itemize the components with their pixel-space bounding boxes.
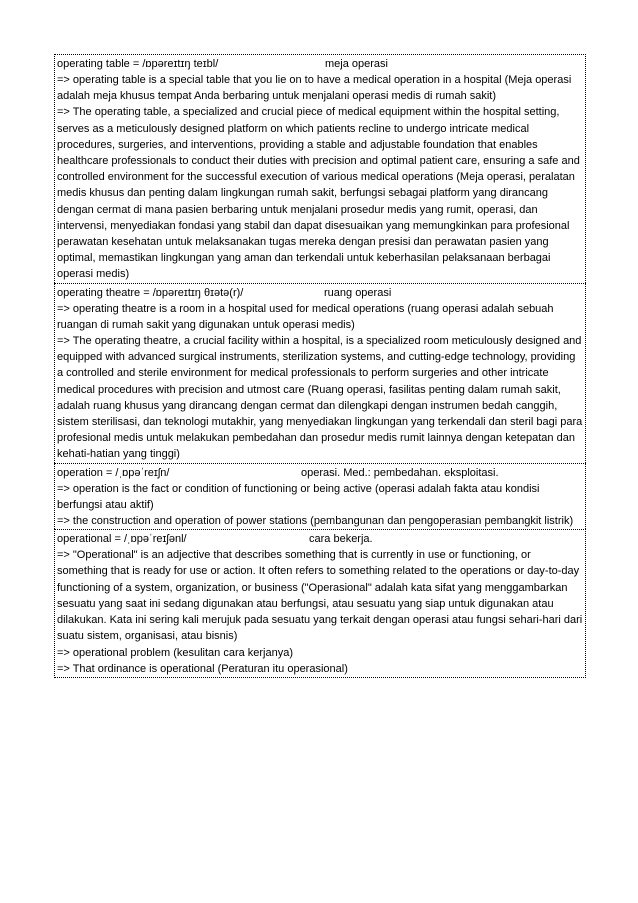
entry-term: operation = /ˌɒpəˈreɪʃn/ — [57, 466, 170, 479]
entry-heading — [57, 56, 583, 72]
dictionary-entry — [54, 283, 586, 463]
entry-term: operating table = /ɒpəreɪtɪŋ teɪbl/ — [57, 58, 219, 70]
entry-meaning: operasi. Med.: pembedahan. eksploitasi. — [301, 466, 499, 479]
entry-heading — [57, 531, 583, 547]
document-page — [54, 54, 586, 678]
entry-definition: => the construction and operation of power stations (pembangunan dan pengoperasian pembangkit listrik) — [57, 515, 574, 528]
entry-definition: => operating theatre is a room in a hospital used for medical operations (ruang operasi adalah sebuah ruangan di rumah sakit yang digunakan untuk operasi medis) — [57, 302, 554, 331]
dictionary-entry — [54, 54, 586, 283]
entry-definition: => operating table is a special table that you lie on to have a medical operation in a hospital (Meja operasi adalah meja khusus tempat Anda berbaring untuk menjalani operasi medis di rumah sakit) — [57, 74, 572, 103]
entry-heading — [57, 465, 583, 481]
entry-definition: => The operating table, a specialized and crucial piece of medical equipment within the hospital setting, serves as a meticulously designed platform on which patients recline to undergo intricate medical procedures, surgeries, and interventions, providing a stable and adjustable foundation that enables healthcare professionals to conduct their duties with precision and optimal patient care, ensuring a safe and controlled environment for the successful execution of various medical operations (Meja operasi, peralatan medis khusus dan penting dalam lingkungan rumah sakit, berfungsi sebagai platform yang dirancang dengan cermat di mana pasien berbaring untuk menjalani prosedur medis yang rumit, operasi, dan intervensi, menyediakan fondasi yang stabil dan dapat disesuaikan yang memungkinkan para profesional perawatan kesehatan untuk melaksanakan tugas mereka dengan presisi dan perawatan pasien yang optimal, memastikan lingkungan yang aman dan terkendali untuk keberhasilan pelaksanaan berbagai operasi medis) — [57, 106, 580, 281]
entry-definition: => That ordinance is operational (Peraturan itu operasional) — [57, 662, 348, 675]
dictionary-entry — [54, 529, 586, 678]
entry-definition: => "Operational" is an adjective that describes something that is currently in use or functioning, or something that is ready for use or action. It often refers to something related to the operations or day-to-day functioning of a system, organization, or business ("Operasional" adalah kata sifat yang menggambarkan sesuatu yang saat ini sedang digunakan atau berfungsi, atau sesuatu yang siap untuk digunakan atau dilakukan. Kata ini sering kali merujuk pada sesuatu yang terkait dengan operasi atau fungsi sehari-hari dari suatu sistem, organisasi, atau bisnis) — [57, 549, 583, 643]
entry-meaning: cara bekerja. — [309, 533, 373, 546]
entry-meaning: meja operasi — [325, 58, 388, 70]
entry-meaning: ruang operasi — [324, 286, 392, 299]
entry-term: operating theatre = /ɒpəreɪtɪŋ θɪətə(r)/ — [57, 286, 244, 299]
entry-heading — [57, 285, 583, 301]
entry-definition: => operation is the fact or condition of functioning or being active (operasi adalah fakta atau kondisi berfungsi atau aktif) — [57, 482, 540, 511]
entry-definition: => The operating theatre, a crucial facility within a hospital, is a specialized room meticulously designed and equipped with advanced surgical instruments, sterilization systems, and cutting-edge technology, providing a controlled and sterile environment for medical professionals to perform surgeries and other intricate medical procedures with precision and utmost care (Ruang operasi, fasilitas penting dalam rumah sakit, adalah ruang khusus yang dirancang dengan cermat dan dilengkapi dengan instrumen bedah canggih, sistem sterilisasi, dan teknologi mutakhir, yang menyediakan lingkungan yang terkendali dan steril bagi para profesional medis untuk melakukan pembedahan dan prosedur medis rumit lainnya dengan ketepatan dan kehati-hatian yang tinggi) — [57, 335, 583, 461]
dictionary-entry — [54, 463, 586, 530]
entry-term: operational = /ˌɒpəˈreɪʃənl/ — [57, 533, 187, 546]
entry-definition: => operational problem (kesulitan cara kerjanya) — [57, 646, 294, 659]
